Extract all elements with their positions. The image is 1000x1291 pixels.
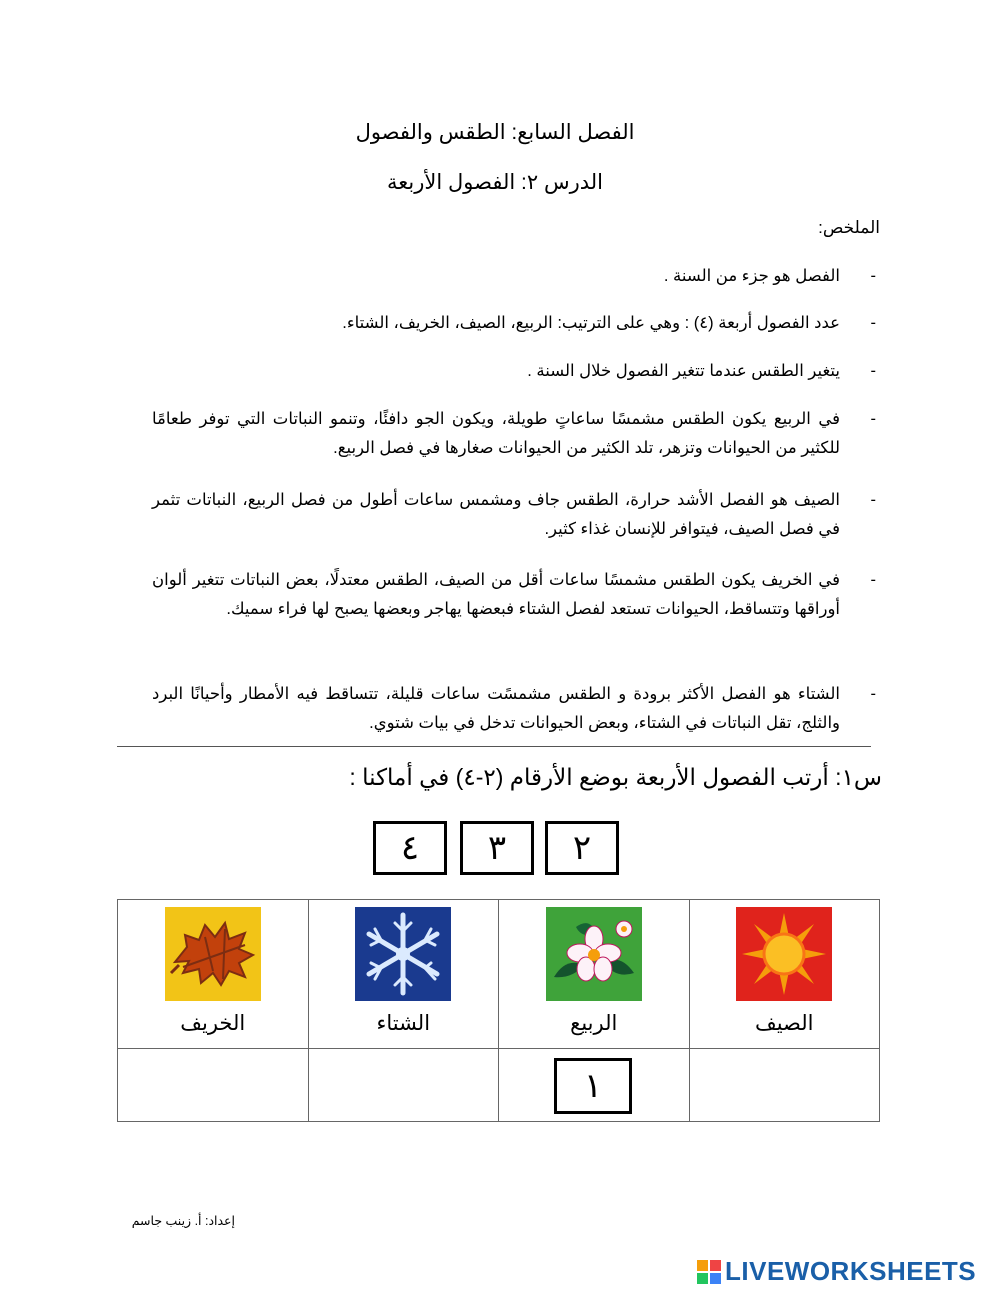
section-divider <box>117 746 871 747</box>
brand-name: LIVEWORKSHEETS <box>725 1256 977 1286</box>
summary-label: الملخص: <box>818 218 880 237</box>
season-label-summer: الصيف <box>754 1012 814 1035</box>
answer-dropzone-autumn[interactable] <box>118 1049 308 1121</box>
season-cell-spring <box>499 900 690 1049</box>
answer-cell-autumn <box>118 1049 309 1122</box>
question-text: س١: أرتب الفصول الأربعة بوضع الأرقام (٢-٤) في أماكنا : <box>349 764 882 790</box>
liveworksheets-icon <box>697 1260 721 1284</box>
list-item: - في الربيع يكون الطقس مشمسًا ساعاتٍ طويلة، ويكون الجو دافئًا، وتنمو النباتات التي توفر طعامًا للكثير من الحيوانات وتزهر، تلد الكثير من الحيوانات صغارها في فصل الربيع. <box>152 410 876 457</box>
list-item: - الصيف هو الفصل الأشد حرارة، الطقس جاف ومشمس ساعات أطول من فصل الربيع، النباتات تثمر في فصل الصيف، فيتوافر للإنسان غذاء كثير. <box>152 491 876 538</box>
spring-flower-icon <box>546 907 642 1001</box>
sun-icon <box>736 907 832 1001</box>
autumn-leaf-icon <box>165 907 261 1001</box>
season-label-spring: الربيع <box>570 1012 618 1035</box>
list-item: - الشتاء هو الفصل الأكثر برودة و الطقس مشمسًت ساعات قليلة، تتساقط فيه الأمطار وأحيانًا البرد والثلج، تقل النباتات في الشتاء، وبعض الحيوانات تدخل في بيات شتوي. <box>152 685 876 732</box>
season-label-winter: الشتاء <box>376 1012 431 1035</box>
seasons-table <box>117 899 880 1122</box>
answer-cell-winter <box>308 1049 499 1122</box>
number-tile-4[interactable]: ٤ <box>373 821 447 875</box>
answer-cell-summer <box>689 1049 880 1122</box>
liveworksheets-logo[interactable] <box>697 1256 976 1287</box>
chapter-title: الفصل السابع: الطقس والفصول <box>355 121 635 144</box>
answer-dropzone-winter[interactable] <box>309 1049 499 1121</box>
number-tile-2[interactable]: ٢ <box>545 821 619 875</box>
season-cell-autumn <box>118 900 309 1049</box>
list-item: - الفصل هو جزء من السنة . <box>663 267 876 285</box>
number-tile-3[interactable]: ٣ <box>460 821 534 875</box>
snowflake-icon <box>355 907 451 1001</box>
list-item: - عدد الفصول أربعة (٤) : وهي على الترتيب: الربيع، الصيف، الخريف، الشتاء. <box>342 314 876 332</box>
season-cell-summer <box>689 900 880 1049</box>
season-label-autumn: الخريف <box>180 1012 246 1035</box>
author-credit: إعداد: أ. زينب جاسم <box>131 1214 235 1228</box>
answer-dropzone-summer[interactable] <box>690 1049 880 1121</box>
list-item: - يتغير الطقس عندما تتغير الفصول خلال السنة . <box>527 362 876 380</box>
lesson-title: الدرس ٢: الفصول الأربعة <box>386 171 604 194</box>
answer-cell-spring <box>499 1049 690 1122</box>
season-cell-winter <box>308 900 499 1049</box>
list-item: - في الخريف يكون الطقس مشمسًا ساعات أقل من الصيف، الطقس معتدلًا، بعض النباتات تتغير ألوان أوراقها وتتساقط، الحيوانات تستعد لفصل الشتاء فبعضها يهاجر وبعضها يصبح لها فراء سميك. <box>152 571 876 618</box>
answer-tile-spring: ١ <box>554 1058 632 1114</box>
